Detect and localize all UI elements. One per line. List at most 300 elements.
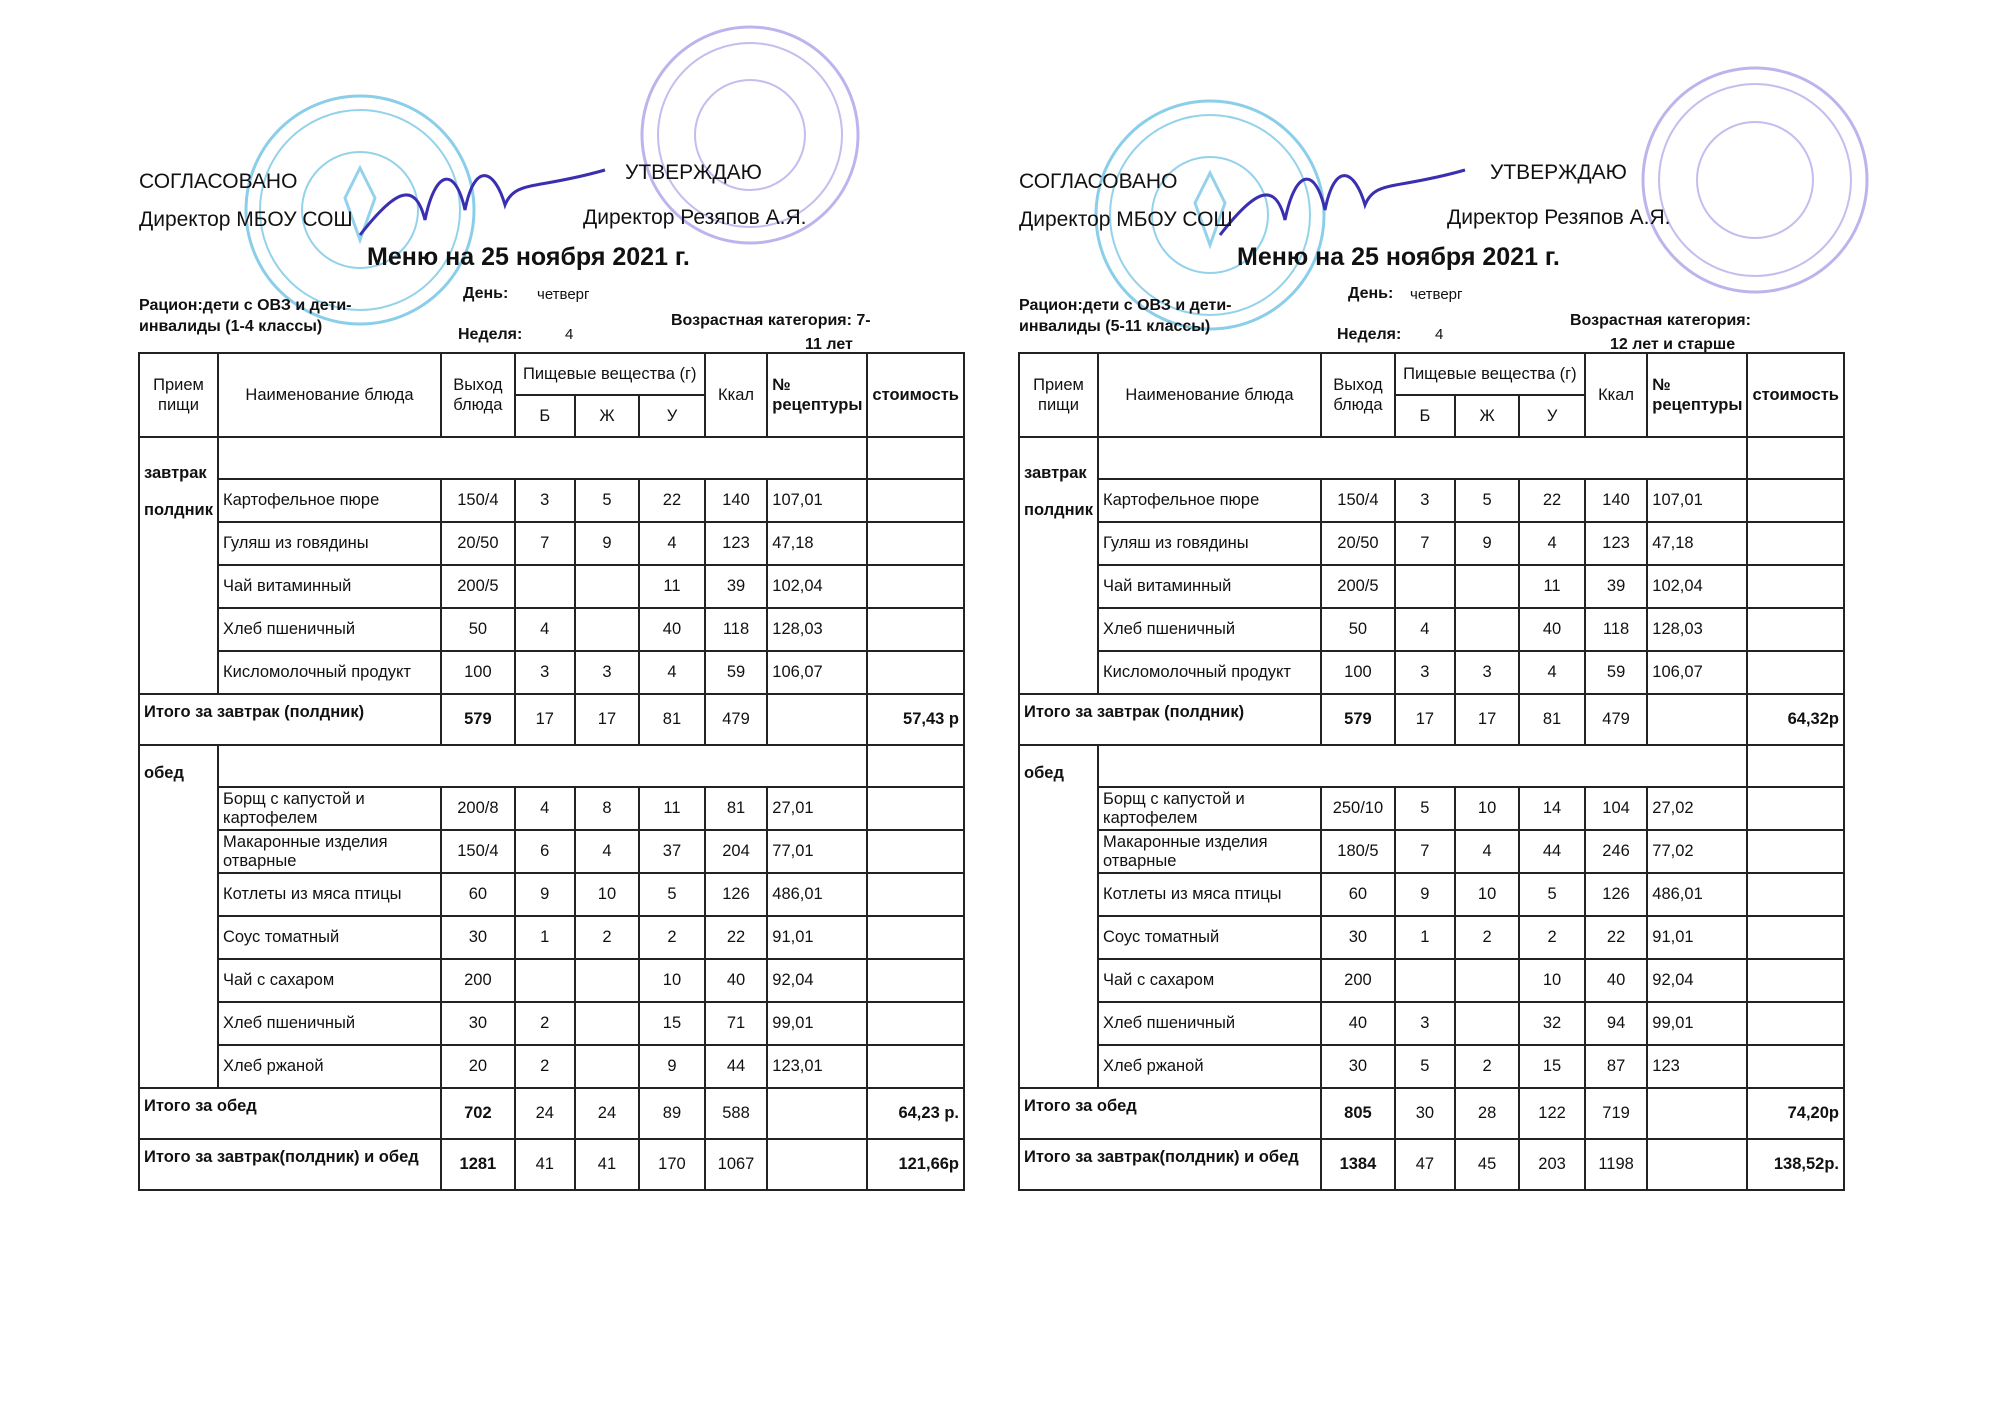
header-row — [139, 353, 964, 395]
cell-b: 5 — [1395, 787, 1455, 830]
cell-zh: 8 — [575, 787, 639, 830]
cell-cost — [1747, 522, 1844, 565]
table-row — [1019, 1002, 1844, 1045]
col-header-yield: Выход блюда — [441, 353, 515, 437]
cell-b: 7 — [1395, 522, 1455, 565]
cell-dish: Гуляш из говядины — [1098, 522, 1321, 565]
meal-breakfast-label: завтрак — [1024, 464, 1087, 482]
cell-kcal: 123 — [1585, 522, 1647, 565]
cell-cost — [867, 479, 964, 522]
cell-kcal: 118 — [1585, 608, 1647, 651]
cell-u: 5 — [639, 873, 705, 916]
cell-dish: Соус томатный — [1098, 916, 1321, 959]
day-value: четверг — [537, 286, 590, 303]
col-header-b: Б — [515, 395, 575, 437]
cell-u: 22 — [639, 479, 705, 522]
total-kcal: 479 — [705, 694, 768, 745]
cell-yield: 50 — [441, 608, 515, 651]
cell-zh: 10 — [1455, 787, 1519, 830]
total-yield: 1281 — [441, 1139, 515, 1190]
total-cost: 74,20р — [1747, 1088, 1844, 1139]
col-header-b: Б — [1395, 395, 1455, 437]
cell-zh — [1455, 1002, 1519, 1045]
cell-kcal: 59 — [705, 651, 768, 694]
section-row — [139, 745, 964, 787]
meal-lunch-label: обед — [144, 764, 184, 782]
cell-u: 2 — [639, 916, 705, 959]
col-header-yield: Выход блюда — [1321, 353, 1395, 437]
cell-cost — [867, 1002, 964, 1045]
cell-u: 15 — [1519, 1045, 1585, 1088]
cell-u: 22 — [1519, 479, 1585, 522]
table-row — [1019, 479, 1844, 522]
cell-b: 4 — [515, 608, 575, 651]
cell-u: 40 — [639, 608, 705, 651]
cell-cost — [867, 565, 964, 608]
cell-b: 7 — [1395, 830, 1455, 873]
agreed-label: СОГЛАСОВАНО — [1019, 170, 1178, 193]
cell-dish: Чай с сахаром — [218, 959, 441, 1002]
cell-b: 2 — [515, 1045, 575, 1088]
cell-zh: 2 — [575, 916, 639, 959]
table-row — [139, 522, 964, 565]
cell-cost — [1747, 830, 1844, 873]
cell-yield: 50 — [1321, 608, 1395, 651]
cell-b: 3 — [1395, 1002, 1455, 1045]
cell-yield: 200 — [1321, 959, 1395, 1002]
total-label: Итого за обед — [139, 1088, 441, 1139]
cell-dish: Борщ с капустой и картофелем — [218, 787, 441, 830]
col-header-nutrients: Пищевые вещества (г) — [1395, 353, 1585, 395]
cell-kcal: 39 — [705, 565, 768, 608]
total-recipe — [767, 694, 867, 745]
cell-b: 2 — [515, 1002, 575, 1045]
agreed-director: Директор МБОУ СОШ — [139, 208, 353, 231]
cell-u: 37 — [639, 830, 705, 873]
cell-kcal: 94 — [1585, 1002, 1647, 1045]
cell-cost — [867, 787, 964, 830]
table-row — [1019, 830, 1844, 873]
section-row — [139, 437, 964, 479]
cell-u: 11 — [1519, 565, 1585, 608]
table-row — [1019, 565, 1844, 608]
cell-yield: 30 — [441, 1002, 515, 1045]
total-b: 24 — [515, 1088, 575, 1139]
cell-cost — [1747, 1045, 1844, 1088]
total-b: 30 — [1395, 1088, 1455, 1139]
cell-zh: 5 — [575, 479, 639, 522]
cell-b: 7 — [515, 522, 575, 565]
total-zh: 28 — [1455, 1088, 1519, 1139]
cell-b: 4 — [1395, 608, 1455, 651]
total-cost: 64,32р — [1747, 694, 1844, 745]
cell-cost — [867, 959, 964, 1002]
cell-b: 3 — [515, 479, 575, 522]
table-row — [1019, 787, 1844, 830]
cell-b: 3 — [515, 651, 575, 694]
table-row — [1019, 1045, 1844, 1088]
cell-yield: 30 — [1321, 1045, 1395, 1088]
total-zh: 17 — [1455, 694, 1519, 745]
col-header-kcal: Ккал — [1585, 353, 1647, 437]
total-yield: 1384 — [1321, 1139, 1395, 1190]
table-row — [1019, 959, 1844, 1002]
table-row — [1019, 916, 1844, 959]
cell-cost — [1747, 1002, 1844, 1045]
cell-recipe: 128,03 — [1647, 608, 1747, 651]
cell-b — [1395, 565, 1455, 608]
cell-zh: 9 — [1455, 522, 1519, 565]
cell-recipe: 27,02 — [1647, 787, 1747, 830]
week-label: Неделя: — [458, 326, 523, 343]
cell-cost — [1747, 651, 1844, 694]
age-category-value: 11 лет — [805, 336, 853, 353]
cell-kcal: 71 — [705, 1002, 768, 1045]
cell-recipe: 77,02 — [1647, 830, 1747, 873]
lunch-total-row — [1019, 1088, 1844, 1139]
total-b: 17 — [1395, 694, 1455, 745]
day-label: День: — [1348, 285, 1394, 302]
cell-b: 1 — [515, 916, 575, 959]
table-row — [139, 873, 964, 916]
cell-yield: 150/4 — [1321, 479, 1395, 522]
col-header-zh: Ж — [1455, 395, 1519, 437]
col-header-u: У — [639, 395, 705, 437]
total-b: 41 — [515, 1139, 575, 1190]
cell-yield: 30 — [441, 916, 515, 959]
cell-dish: Чай витаминный — [1098, 565, 1321, 608]
cell-zh — [1455, 565, 1519, 608]
cell-kcal: 22 — [705, 916, 768, 959]
cell-cost — [867, 916, 964, 959]
cell-kcal: 44 — [705, 1045, 768, 1088]
cell-yield: 150/4 — [441, 830, 515, 873]
cell-yield: 20/50 — [1321, 522, 1395, 565]
cell-b: 9 — [1395, 873, 1455, 916]
signature-icon — [355, 150, 615, 250]
table-row — [1019, 608, 1844, 651]
col-header-zh: Ж — [575, 395, 639, 437]
breakfast-total-row — [1019, 694, 1844, 745]
cell-dish: Соус томатный — [218, 916, 441, 959]
cell-recipe: 47,18 — [1647, 522, 1747, 565]
total-zh: 45 — [1455, 1139, 1519, 1190]
cell-zh — [1455, 608, 1519, 651]
total-kcal: 1067 — [705, 1139, 768, 1190]
cell-b: 1 — [1395, 916, 1455, 959]
cell-zh: 4 — [1455, 830, 1519, 873]
cell-kcal: 87 — [1585, 1045, 1647, 1088]
total-label: Итого за завтрак(полдник) и обед — [139, 1139, 441, 1190]
cell-yield: 40 — [1321, 1002, 1395, 1045]
cell-recipe: 92,04 — [1647, 959, 1747, 1002]
total-recipe — [1647, 694, 1747, 745]
cell-dish: Картофельное пюре — [218, 479, 441, 522]
cell-zh: 2 — [1455, 1045, 1519, 1088]
approve-director: Директор Резяпов А.Я. — [583, 206, 807, 229]
cell-b: 4 — [515, 787, 575, 830]
approve-label: УТВЕРЖДАЮ — [625, 161, 762, 184]
table-row — [139, 651, 964, 694]
total-zh: 24 — [575, 1088, 639, 1139]
total-zh: 17 — [575, 694, 639, 745]
total-kcal: 719 — [1585, 1088, 1647, 1139]
menu-sheet-right — [1015, 0, 1845, 1413]
cell-b: 5 — [1395, 1045, 1455, 1088]
lunch-total-row — [139, 1088, 964, 1139]
col-header-meal: Прием пищи — [1019, 353, 1098, 437]
cell-kcal: 246 — [1585, 830, 1647, 873]
cell-dish: Котлеты из мяса птицы — [218, 873, 441, 916]
cell-cost — [867, 1045, 964, 1088]
total-u: 170 — [639, 1139, 705, 1190]
cell-zh — [575, 1002, 639, 1045]
col-header-nutrients: Пищевые вещества (г) — [515, 353, 705, 395]
cell-u: 4 — [639, 651, 705, 694]
cell-yield: 200 — [441, 959, 515, 1002]
cell-kcal: 123 — [705, 522, 768, 565]
total-label: Итого за завтрак (полдник) — [139, 694, 441, 745]
blank-cell — [867, 437, 964, 479]
cell-kcal: 104 — [1585, 787, 1647, 830]
cell-zh: 10 — [1455, 873, 1519, 916]
cell-dish: Борщ с капустой и картофелем — [1098, 787, 1321, 830]
table-row — [1019, 873, 1844, 916]
menu-title: Меню на 25 ноября 2021 г. — [1237, 243, 1560, 271]
cell-zh — [575, 608, 639, 651]
cell-kcal: 40 — [1585, 959, 1647, 1002]
cell-recipe: 99,01 — [1647, 1002, 1747, 1045]
cell-dish: Хлеб пшеничный — [218, 1002, 441, 1045]
table-row — [1019, 651, 1844, 694]
cell-kcal: 81 — [705, 787, 768, 830]
cell-yield: 200/5 — [1321, 565, 1395, 608]
cell-yield: 30 — [1321, 916, 1395, 959]
cell-recipe: 486,01 — [1647, 873, 1747, 916]
total-recipe — [767, 1139, 867, 1190]
cell-u: 32 — [1519, 1002, 1585, 1045]
cell-recipe: 47,18 — [767, 522, 867, 565]
cell-cost — [1747, 916, 1844, 959]
cell-yield: 100 — [1321, 651, 1395, 694]
cell-dish: Хлеб пшеничный — [1098, 1002, 1321, 1045]
col-header-u: У — [1519, 395, 1585, 437]
age-category-label: Возрастная категория: — [1570, 312, 1751, 329]
total-kcal: 588 — [705, 1088, 768, 1139]
cell-zh: 4 — [575, 830, 639, 873]
cell-yield: 150/4 — [441, 479, 515, 522]
total-label: Итого за обед — [1019, 1088, 1321, 1139]
total-recipe — [1647, 1139, 1747, 1190]
agreed-label: СОГЛАСОВАНО — [139, 170, 298, 193]
cell-recipe: 128,03 — [767, 608, 867, 651]
blank-cell — [867, 745, 964, 787]
cell-kcal: 118 — [705, 608, 768, 651]
cell-cost — [1747, 565, 1844, 608]
meal-snack-label: полдник — [1024, 501, 1093, 519]
cell-b: 3 — [1395, 651, 1455, 694]
cell-cost — [1747, 787, 1844, 830]
cell-u: 44 — [1519, 830, 1585, 873]
table-row — [139, 565, 964, 608]
total-kcal: 1198 — [1585, 1139, 1647, 1190]
meal-cell — [139, 745, 218, 1088]
cell-zh: 9 — [575, 522, 639, 565]
cell-kcal: 140 — [1585, 479, 1647, 522]
cell-recipe: 27,01 — [767, 787, 867, 830]
cell-kcal: 59 — [1585, 651, 1647, 694]
cell-yield: 200/8 — [441, 787, 515, 830]
cell-yield: 60 — [441, 873, 515, 916]
total-u: 81 — [639, 694, 705, 745]
total-yield: 579 — [441, 694, 515, 745]
total-yield: 702 — [441, 1088, 515, 1139]
cell-u: 9 — [639, 1045, 705, 1088]
blank-cell — [1098, 437, 1747, 479]
cell-kcal: 126 — [1585, 873, 1647, 916]
total-label: Итого за завтрак (полдник) — [1019, 694, 1321, 745]
cell-recipe: 107,01 — [1647, 479, 1747, 522]
menu-title: Меню на 25 ноября 2021 г. — [367, 243, 690, 271]
cell-zh: 3 — [1455, 651, 1519, 694]
table-row — [1019, 522, 1844, 565]
cell-cost — [867, 651, 964, 694]
cell-dish: Хлеб ржаной — [1098, 1045, 1321, 1088]
table-row — [139, 830, 964, 873]
total-kcal: 479 — [1585, 694, 1647, 745]
col-header-meal: Прием пищи — [139, 353, 218, 437]
total-label: Итого за завтрак(полдник) и обед — [1019, 1139, 1321, 1190]
meal-cell — [139, 437, 218, 694]
cell-kcal: 140 — [705, 479, 768, 522]
cell-zh — [575, 565, 639, 608]
cell-recipe: 77,01 — [767, 830, 867, 873]
cell-kcal: 22 — [1585, 916, 1647, 959]
cell-dish: Чай с сахаром — [1098, 959, 1321, 1002]
day-label: День: — [463, 285, 509, 302]
cell-cost — [1747, 959, 1844, 1002]
cell-cost — [867, 522, 964, 565]
col-header-cost: стоимость — [867, 353, 964, 437]
col-header-dish: Наименование блюда — [218, 353, 441, 437]
menu-table — [1018, 352, 1845, 1191]
cell-b: 9 — [515, 873, 575, 916]
blank-cell — [1747, 745, 1844, 787]
cell-u: 4 — [1519, 651, 1585, 694]
col-header-kcal: Ккал — [705, 353, 768, 437]
total-cost: 64,23 р. — [867, 1088, 964, 1139]
cell-u: 4 — [1519, 522, 1585, 565]
total-u: 89 — [639, 1088, 705, 1139]
col-header-recipe: № рецептуры — [767, 353, 867, 437]
table-row — [139, 608, 964, 651]
meal-cell — [1019, 745, 1098, 1088]
total-yield: 579 — [1321, 694, 1395, 745]
cell-zh — [1455, 959, 1519, 1002]
cell-yield: 200/5 — [441, 565, 515, 608]
agreed-director: Директор МБОУ СОШ — [1019, 208, 1233, 231]
cell-cost — [867, 830, 964, 873]
grand-total-row — [139, 1139, 964, 1190]
cell-yield: 20/50 — [441, 522, 515, 565]
cell-recipe: 99,01 — [767, 1002, 867, 1045]
cell-recipe: 91,01 — [767, 916, 867, 959]
cell-b: 6 — [515, 830, 575, 873]
ration-label: Рацион:дети с ОВЗ и дети-инвалиды (1-4 классы) — [139, 297, 352, 335]
cell-u: 5 — [1519, 873, 1585, 916]
cell-b — [515, 565, 575, 608]
cell-yield: 180/5 — [1321, 830, 1395, 873]
header-row — [1019, 353, 1844, 395]
total-cost: 138,52р. — [1747, 1139, 1844, 1190]
cell-u: 4 — [639, 522, 705, 565]
section-row — [1019, 745, 1844, 787]
violet-stamp-icon — [1635, 60, 1875, 300]
cell-dish: Хлеб ржаной — [218, 1045, 441, 1088]
cell-recipe: 102,04 — [1647, 565, 1747, 608]
blank-cell — [1747, 437, 1844, 479]
week-value: 4 — [1435, 326, 1444, 343]
cell-dish: Кисломолочный продукт — [218, 651, 441, 694]
cell-dish: Хлеб пшеничный — [218, 608, 441, 651]
cell-recipe: 107,01 — [767, 479, 867, 522]
cell-kcal: 40 — [705, 959, 768, 1002]
cell-u: 11 — [639, 787, 705, 830]
cell-kcal: 204 — [705, 830, 768, 873]
cell-dish: Макаронные изделия отварные — [1098, 830, 1321, 873]
cell-cost — [867, 608, 964, 651]
total-u: 81 — [1519, 694, 1585, 745]
total-recipe — [1647, 1088, 1747, 1139]
col-header-dish: Наименование блюда — [1098, 353, 1321, 437]
grand-total-row — [1019, 1139, 1844, 1190]
cell-u: 15 — [639, 1002, 705, 1045]
approve-label: УТВЕРЖДАЮ — [1490, 161, 1627, 184]
col-header-cost: стоимость — [1747, 353, 1844, 437]
cell-yield: 60 — [1321, 873, 1395, 916]
cell-recipe: 486,01 — [767, 873, 867, 916]
total-zh: 41 — [575, 1139, 639, 1190]
cell-dish: Макаронные изделия отварные — [218, 830, 441, 873]
total-recipe — [767, 1088, 867, 1139]
total-cost: 57,43 р — [867, 694, 964, 745]
blank-cell — [218, 437, 867, 479]
approve-director: Директор Резяпов А.Я. — [1447, 206, 1671, 229]
cell-cost — [1747, 873, 1844, 916]
total-b: 47 — [1395, 1139, 1455, 1190]
day-value: четверг — [1410, 286, 1463, 303]
table-row — [139, 1002, 964, 1045]
meal-snack-label: полдник — [144, 501, 213, 519]
cell-dish: Картофельное пюре — [1098, 479, 1321, 522]
cell-yield: 20 — [441, 1045, 515, 1088]
total-yield: 805 — [1321, 1088, 1395, 1139]
signature-icon — [1215, 150, 1475, 250]
cell-b — [515, 959, 575, 1002]
total-u: 203 — [1519, 1139, 1585, 1190]
cell-recipe: 106,07 — [767, 651, 867, 694]
week-label: Неделя: — [1337, 326, 1402, 343]
blank-cell — [218, 745, 867, 787]
table-row — [139, 787, 964, 830]
ration-label: Рацион:дети с ОВЗ и дети-инвалиды (5-11 классы) — [1019, 297, 1232, 335]
cell-dish: Кисломолочный продукт — [1098, 651, 1321, 694]
cell-recipe: 106,07 — [1647, 651, 1747, 694]
breakfast-total-row — [139, 694, 964, 745]
cell-cost — [867, 873, 964, 916]
cell-u: 14 — [1519, 787, 1585, 830]
table-row — [139, 916, 964, 959]
